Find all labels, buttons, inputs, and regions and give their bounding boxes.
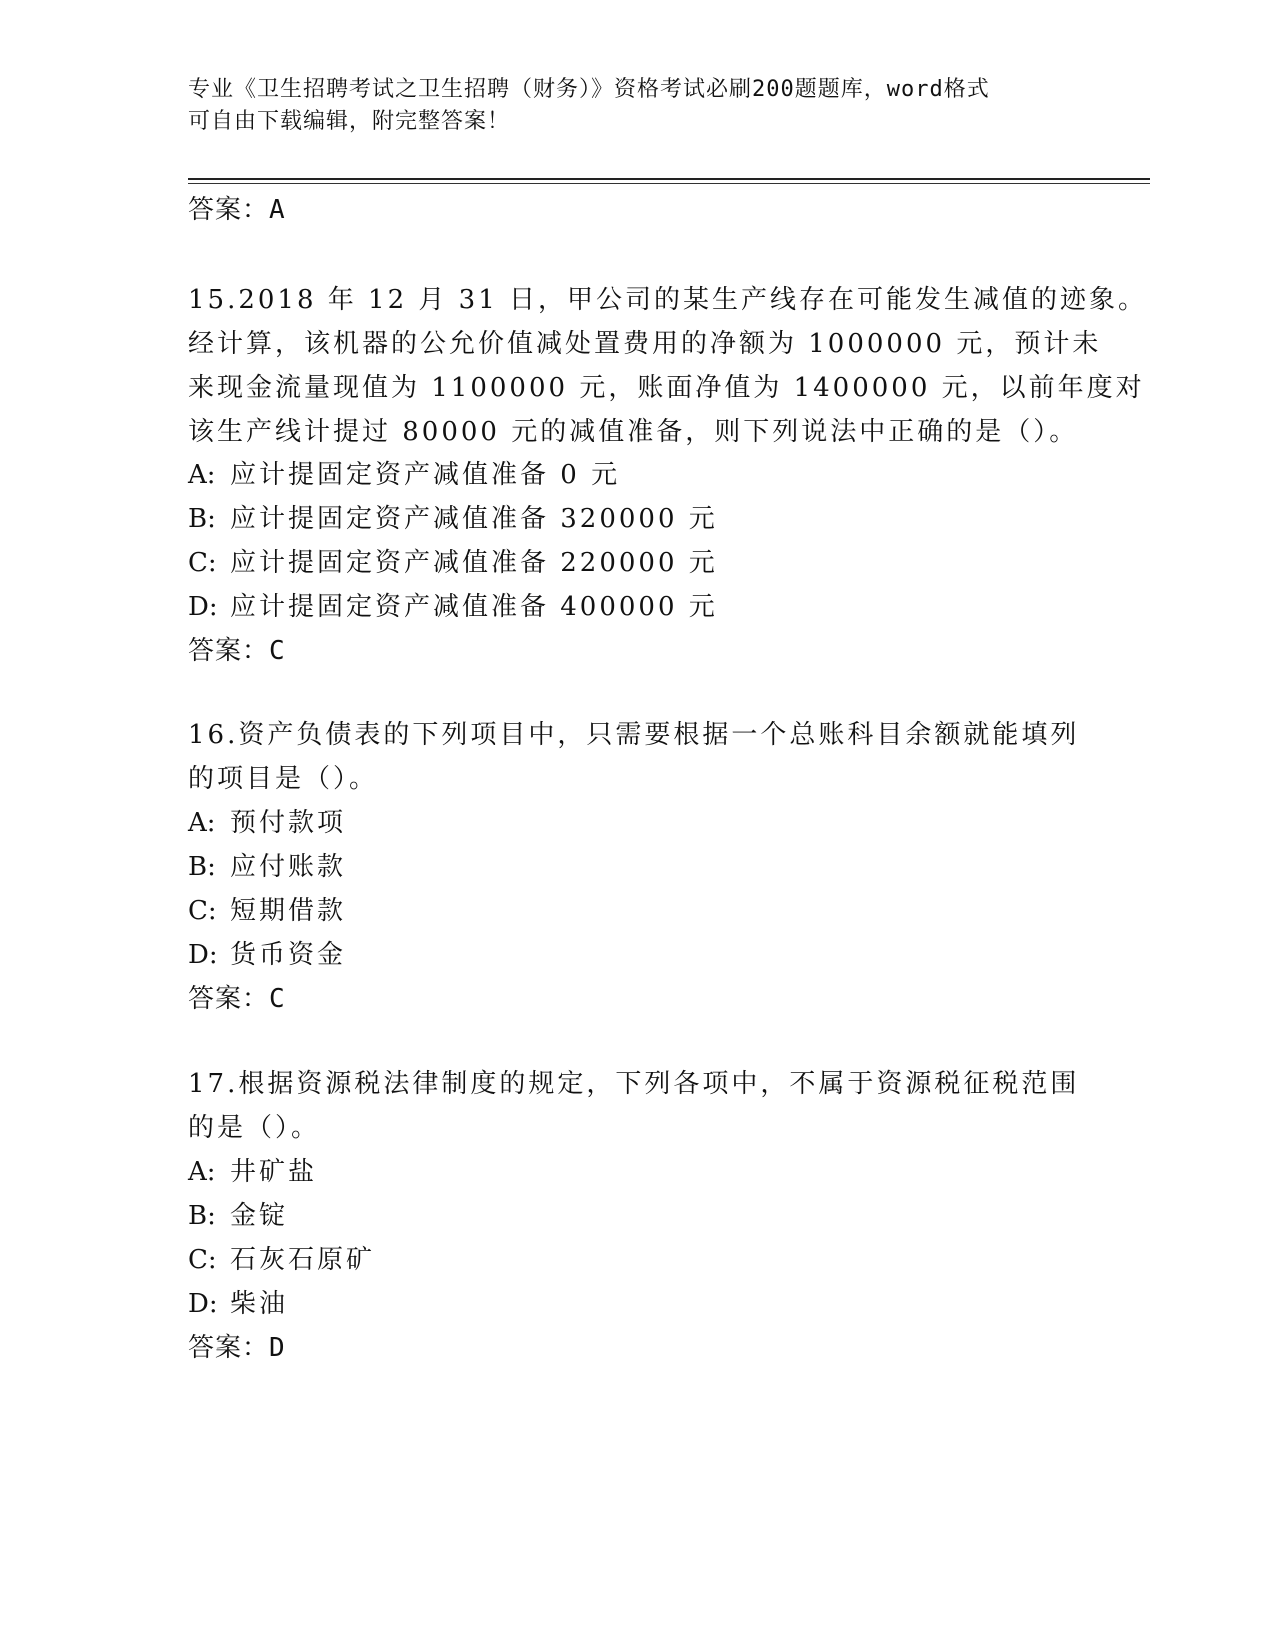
option-letter: B: xyxy=(188,1201,216,1231)
question-stem-line: 该生产线计提过 80000 元的减值准备，则下列说法中正确的是（）。 xyxy=(188,417,1079,447)
option-d xyxy=(188,1287,288,1321)
option-text: 应计提固定资产减值准备 0 元 xyxy=(230,460,621,490)
option-letter: A: xyxy=(188,460,216,490)
option-letter: D: xyxy=(188,592,218,622)
header-line-2: 可自由下载编辑，附完整答案！ xyxy=(188,109,511,134)
option-letter: B: xyxy=(188,504,216,534)
option-text: 应计提固定资产减值准备 400000 元 xyxy=(230,592,718,622)
option-c xyxy=(188,546,718,580)
option-text: 应付账款 xyxy=(230,852,347,882)
option-text: 应计提固定资产减值准备 220000 元 xyxy=(230,548,718,578)
option-letter: A: xyxy=(188,808,216,838)
option-text: 柴油 xyxy=(230,1289,289,1319)
option-letter: C: xyxy=(188,896,217,926)
option-b xyxy=(188,502,718,536)
question-stem-line: 的是（）。 xyxy=(188,1113,321,1143)
option-a xyxy=(188,458,620,492)
previous-answer: 答案：A xyxy=(188,195,286,225)
option-text: 短期借款 xyxy=(230,896,347,926)
option-text: 石灰石原矿 xyxy=(230,1245,376,1275)
header-divider-thin xyxy=(188,183,1150,184)
option-d xyxy=(188,938,346,972)
header-line-1: 专业《卫生招聘考试之卫生招聘（财务）》资格考试必刷200题题库，word格式 xyxy=(188,77,990,102)
option-letter: D: xyxy=(188,1289,218,1319)
question-stem-line: 15.2018 年 12 月 31 日，甲公司的某生产线存在可能发生减值的迹象。 xyxy=(188,285,1148,315)
option-a xyxy=(188,1155,317,1189)
option-c xyxy=(188,894,346,928)
answer-line: 答案：D xyxy=(188,1333,286,1363)
option-letter: A: xyxy=(188,1157,216,1187)
option-letter: D: xyxy=(188,940,218,970)
option-text: 应计提固定资产减值准备 320000 元 xyxy=(230,504,718,534)
option-text: 井矿盐 xyxy=(230,1157,318,1187)
header-divider-thick xyxy=(188,178,1150,180)
question-stem-line: 17.根据资源税法律制度的规定，下列各项中，不属于资源税征税范围 xyxy=(188,1069,1080,1099)
option-b xyxy=(188,850,346,884)
option-letter: B: xyxy=(188,852,216,882)
question-stem-line: 的项目是（）。 xyxy=(188,764,379,794)
answer-line: 答案：C xyxy=(188,636,286,666)
document-header xyxy=(188,74,1068,138)
option-text: 金锭 xyxy=(230,1201,289,1231)
question-stem-line: 来现金流量现值为 1100000 元，账面净值为 1400000 元，以前年度对 xyxy=(188,373,1145,403)
option-a xyxy=(188,806,346,840)
option-b xyxy=(188,1199,288,1233)
answer-line: 答案：C xyxy=(188,984,286,1014)
question-stem-line: 经计算，该机器的公允价值减处置费用的净额为 1000000 元，预计未 xyxy=(188,329,1102,359)
option-text: 预付款项 xyxy=(230,808,347,838)
option-c xyxy=(188,1243,375,1277)
option-d xyxy=(188,590,718,624)
option-text: 货币资金 xyxy=(230,940,347,970)
question-stem-line: 16.资产负债表的下列项目中，只需要根据一个总账科目余额就能填列 xyxy=(188,720,1080,750)
option-letter: C: xyxy=(188,1245,217,1275)
option-letter: C: xyxy=(188,548,217,578)
